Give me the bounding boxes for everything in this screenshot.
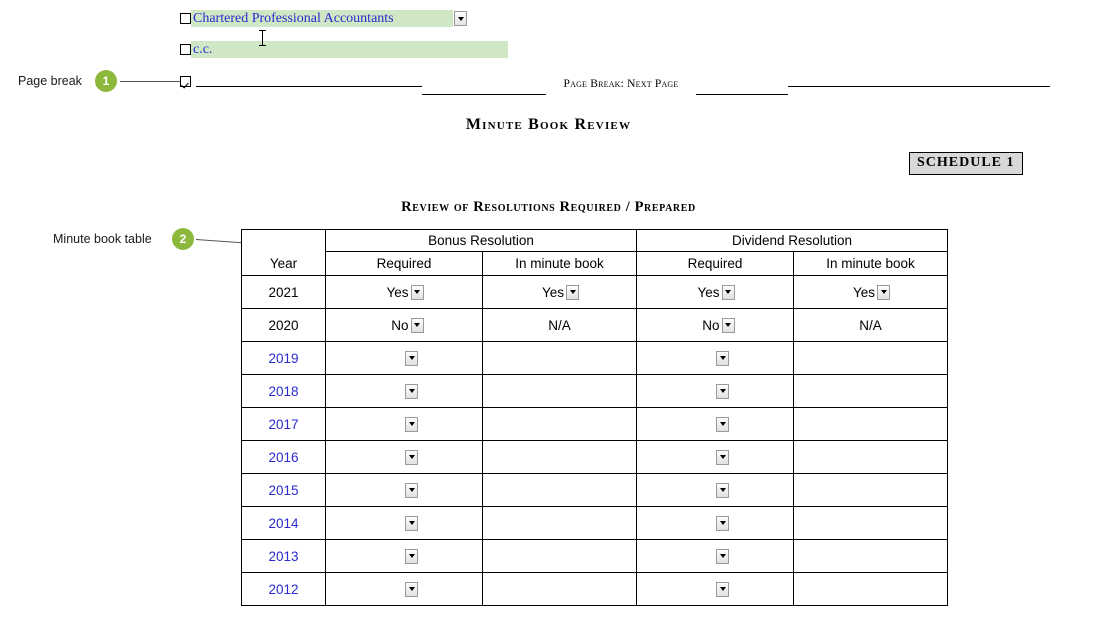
chevron-down-icon[interactable] [405, 417, 418, 432]
dropdown-dividend-required[interactable] [637, 351, 793, 366]
dropdown-bonus-required[interactable] [326, 318, 482, 333]
cell-dividend-required[interactable] [637, 342, 794, 375]
chevron-down-icon[interactable] [405, 450, 418, 465]
table-column-header-row [242, 252, 948, 276]
cell-year[interactable]: 2013 [242, 540, 326, 573]
cell-dividend-required[interactable] [637, 309, 794, 342]
dropdown-dividend-required[interactable] [637, 582, 793, 597]
dropdown-bonus-required[interactable] [326, 450, 482, 465]
cell-year[interactable]: 2019 [242, 342, 326, 375]
checkbox-page-break[interactable] [180, 76, 191, 87]
dropdown-dividend-required[interactable] [637, 516, 793, 531]
annotation-badge-1: 1 [95, 70, 117, 92]
cell-bonus-required[interactable] [326, 276, 483, 309]
cell-dividend-required[interactable] [637, 408, 794, 441]
dropdown-bonus-required[interactable] [326, 384, 482, 399]
chevron-down-icon[interactable] [411, 285, 424, 300]
chevron-down-icon[interactable] [566, 285, 579, 300]
form-row-page-break[interactable] [180, 76, 191, 87]
table-row [242, 309, 948, 342]
chevron-down-icon[interactable] [716, 417, 729, 432]
dropdown-bonus-in-minute-book[interactable] [483, 285, 636, 300]
table-row [242, 408, 948, 441]
chevron-down-icon[interactable] [716, 549, 729, 564]
column-header-dividend-required: Required [637, 252, 794, 276]
cell-bonus-required[interactable] [326, 540, 483, 573]
column-header-year: Year [242, 252, 326, 276]
cell-bonus-required[interactable] [326, 507, 483, 540]
annotation-label-minute-book-table: Minute book table [53, 232, 152, 246]
dropdown-dividend-required[interactable] [637, 285, 793, 300]
cell-dividend-in-minute-book [794, 474, 948, 507]
field-value-accountants: Chartered Professional Accountants [193, 10, 394, 26]
cell-bonus-required[interactable] [326, 408, 483, 441]
cell-bonus-in-minute-book [483, 474, 637, 507]
checkbox-cc[interactable] [180, 44, 191, 55]
table-body [242, 276, 948, 606]
cell-dividend-required[interactable] [637, 540, 794, 573]
cell-bonus-in-minute-book [483, 573, 637, 606]
chevron-down-icon[interactable] [405, 483, 418, 498]
chevron-down-icon[interactable] [716, 516, 729, 531]
dropdown-dividend-required[interactable] [637, 318, 793, 333]
dropdown-value-bonus-required: No [391, 317, 409, 333]
chevron-down-icon[interactable] [405, 516, 418, 531]
cell-year[interactable]: 2016 [242, 441, 326, 474]
cell-bonus-in-minute-book [483, 408, 637, 441]
cell-year[interactable]: 2021 [242, 276, 326, 309]
chevron-down-icon[interactable] [716, 483, 729, 498]
dropdown-value-bonus-required: Yes [386, 284, 409, 300]
chevron-down-icon[interactable] [877, 285, 890, 300]
chevron-down-icon[interactable] [722, 285, 735, 300]
table-row [242, 474, 948, 507]
dropdown-value-bonus-in-minute-book: Yes [541, 284, 564, 300]
dropdown-dividend-required[interactable] [637, 384, 793, 399]
page-break-separator [196, 78, 1050, 96]
cell-year[interactable]: 2015 [242, 474, 326, 507]
dropdown-bonus-required[interactable] [326, 582, 482, 597]
dropdown-value-dividend-in-minute-book: Yes [852, 284, 875, 300]
cell-bonus-required[interactable] [326, 573, 483, 606]
chevron-down-icon[interactable] [716, 384, 729, 399]
dropdown-value-dividend-required: Yes [697, 284, 720, 300]
table-row [242, 540, 948, 573]
cell-dividend-required[interactable] [637, 474, 794, 507]
cell-dividend-in-minute-book [794, 375, 948, 408]
cell-dividend-in-minute-book [794, 540, 948, 573]
annotation-label-page-break: Page break [18, 74, 82, 88]
dropdown-bonus-required[interactable] [326, 549, 482, 564]
cell-dividend-in-minute-book[interactable] [794, 276, 948, 309]
chevron-down-icon[interactable] [405, 351, 418, 366]
form-row-cc[interactable] [180, 41, 508, 58]
dropdown-dividend-required[interactable] [637, 483, 793, 498]
cell-dividend-required[interactable] [637, 375, 794, 408]
cell-year[interactable]: 2014 [242, 507, 326, 540]
chevron-down-icon[interactable] [716, 351, 729, 366]
table-row [242, 441, 948, 474]
cell-bonus-in-minute-book [483, 441, 637, 474]
dropdown-dividend-required[interactable] [637, 450, 793, 465]
field-cc[interactable] [191, 41, 508, 58]
dropdown-dividend-in-minute-book[interactable] [794, 285, 947, 300]
column-header-bonus-in-minute-book: In minute book [483, 252, 637, 276]
column-header-bonus-required: Required [326, 252, 483, 276]
cell-bonus-in-minute-book: N/A [483, 309, 637, 342]
cell-bonus-in-minute-book [483, 507, 637, 540]
dropdown-value-dividend-required: No [702, 317, 720, 333]
table-row [242, 573, 948, 606]
cell-dividend-in-minute-book: N/A [794, 309, 948, 342]
dropdown-dividend-required[interactable] [637, 549, 793, 564]
page-title: Minute Book Review [465, 116, 632, 133]
text-cursor-icon [262, 30, 263, 46]
section-title: Review of Resolutions Required / Prepared [401, 199, 696, 215]
field-value-cc: c.c. [193, 41, 213, 57]
page-break-rule-left [196, 86, 422, 87]
page-break-label: Page Break: Next Page [563, 78, 679, 90]
table-group-header-row [242, 230, 948, 252]
table-row [242, 507, 948, 540]
chevron-down-icon[interactable] [405, 582, 418, 597]
schedule-badge: SCHEDULE 1 [909, 152, 1023, 175]
minute-book-table [241, 229, 948, 606]
cell-dividend-required[interactable] [637, 441, 794, 474]
group-header-bonus: Bonus Resolution [326, 230, 637, 252]
cell-dividend-in-minute-book [794, 342, 948, 375]
cell-bonus-in-minute-book [483, 375, 637, 408]
cell-year[interactable]: 2018 [242, 375, 326, 408]
cell-dividend-in-minute-book [794, 573, 948, 606]
cell-year[interactable]: 2012 [242, 573, 326, 606]
checkbox-chartered-professional-accountants[interactable] [180, 13, 191, 24]
cell-bonus-required[interactable] [326, 375, 483, 408]
chevron-down-icon[interactable] [722, 318, 735, 333]
cell-dividend-in-minute-book [794, 408, 948, 441]
page-break-rule-right-inner [696, 94, 788, 95]
group-header-dividend: Dividend Resolution [637, 230, 948, 252]
dropdown-bonus-required[interactable] [326, 516, 482, 531]
dropdown-bonus-required[interactable] [326, 417, 482, 432]
cell-dividend-required[interactable] [637, 573, 794, 606]
cell-bonus-required[interactable] [326, 441, 483, 474]
chevron-down-icon[interactable] [716, 450, 729, 465]
cell-dividend-in-minute-book [794, 441, 948, 474]
group-header-spacer [242, 230, 326, 252]
cell-dividend-in-minute-book [794, 507, 948, 540]
cell-year[interactable]: 2017 [242, 408, 326, 441]
dropdown-bonus-required[interactable] [326, 483, 482, 498]
annotation-leader-1 [120, 81, 180, 82]
dropdown-bonus-required[interactable] [326, 285, 482, 300]
cell-bonus-in-minute-book [483, 342, 637, 375]
cell-dividend-required[interactable] [637, 276, 794, 309]
annotation-badge-2: 2 [172, 228, 194, 250]
cell-bonus-required[interactable] [326, 342, 483, 375]
column-header-dividend-in-minute-book: In minute book [794, 252, 948, 276]
cell-bonus-required[interactable] [326, 309, 483, 342]
annotation-leader-2 [196, 239, 242, 243]
cell-bonus-in-minute-book[interactable] [483, 276, 637, 309]
cell-bonus-in-minute-book [483, 540, 637, 573]
cell-year[interactable]: 2020 [242, 309, 326, 342]
field-chartered-professional-accountants[interactable] [191, 10, 453, 27]
form-row-chartered-professional-accountants[interactable] [180, 10, 467, 27]
chevron-down-icon[interactable] [716, 582, 729, 597]
chevron-down-icon[interactable] [405, 384, 418, 399]
table-row [242, 276, 948, 309]
dropdown-bonus-required[interactable] [326, 351, 482, 366]
cell-bonus-required[interactable] [326, 474, 483, 507]
table-row [242, 342, 948, 375]
page-break-rule-left-inner [422, 94, 546, 95]
cell-dividend-required[interactable] [637, 507, 794, 540]
chevron-down-icon[interactable] [405, 549, 418, 564]
chevron-down-icon-accountants[interactable] [454, 11, 467, 26]
dropdown-dividend-required[interactable] [637, 417, 793, 432]
page-break-rule-right [788, 86, 1050, 87]
table-row [242, 375, 948, 408]
chevron-down-icon[interactable] [411, 318, 424, 333]
